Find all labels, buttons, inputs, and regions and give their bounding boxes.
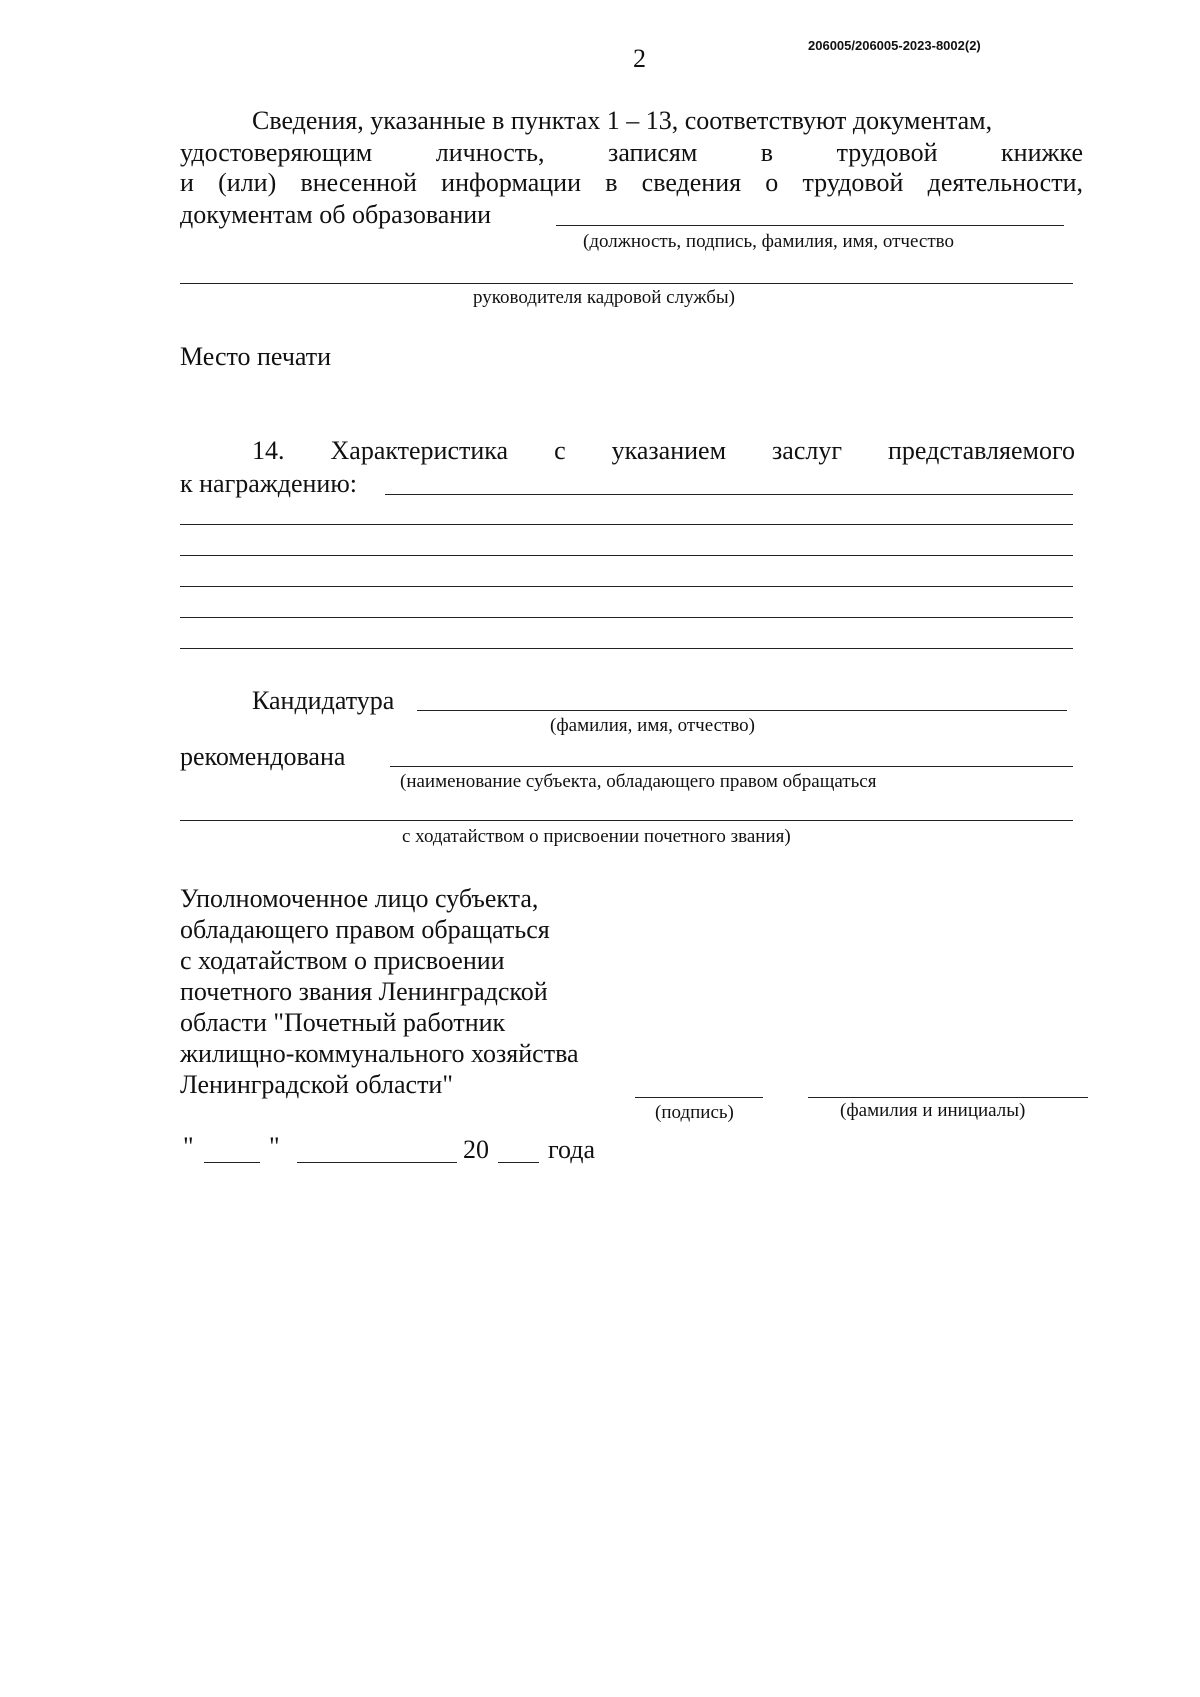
hr-caption-2: руководителя кадровой службы)	[473, 287, 735, 308]
date-year-line	[498, 1162, 539, 1163]
characteristic-line-5	[180, 617, 1073, 618]
recommender-line	[390, 766, 1073, 767]
page-number: 2	[633, 44, 646, 73]
signature-caption: (подпись)	[655, 1102, 734, 1123]
candidate-name-line	[417, 710, 1067, 711]
authorized-line-2: обладающего правом обращаться	[180, 915, 550, 944]
date-quote-close: "	[269, 1132, 280, 1161]
authorized-line-5: области "Почетный работник	[180, 1008, 506, 1037]
date-suffix: года	[548, 1135, 596, 1164]
hr-signature-line-2	[180, 283, 1073, 284]
candidate-caption: (фамилия, имя, отчество)	[550, 715, 756, 736]
characteristic-line-1	[385, 494, 1073, 495]
paragraph1-line3: и (или) внесенной информации в сведения о трудовой деятельности,	[180, 168, 1083, 197]
hr-signature-line	[556, 225, 1064, 226]
characteristic-line-2	[180, 524, 1073, 525]
stamp-label: Место печати	[180, 342, 332, 371]
paragraph1-line1: Сведения, указанные в пунктах 1 – 13, соответствуют документам,	[252, 106, 993, 135]
authorized-line-3: с ходатайством о присвоении	[180, 946, 505, 975]
recommender-caption-1: (наименование субъекта, обладающего правом обращаться	[400, 771, 877, 792]
characteristic-line-4	[180, 586, 1073, 587]
authorized-line-1: Уполномоченное лицо субъекта,	[180, 884, 539, 913]
name-caption: (фамилия и инициалы)	[840, 1100, 1026, 1121]
date-century: 20	[463, 1135, 489, 1164]
hr-caption-1: (должность, подпись, фамилия, имя, отчество	[583, 231, 954, 252]
signature-line	[635, 1097, 763, 1098]
item14-line2: к награждению:	[180, 469, 357, 498]
authorized-line-6: жилищно-коммунального хозяйства	[180, 1039, 579, 1068]
authorized-line-7: Ленинградской области"	[180, 1070, 453, 1099]
date-day-line	[204, 1162, 260, 1163]
name-initials-line	[808, 1097, 1088, 1098]
recommender-caption-2: с ходатайством о присвоении почетного звания)	[402, 826, 791, 847]
recommender-line-2	[180, 820, 1073, 821]
paragraph1-line2: удостоверяющим личность, записям в трудовой книжке	[180, 138, 1083, 167]
date-quote-open: "	[183, 1132, 194, 1161]
item14-line1: 14. Характеристика с указанием заслуг представляемого	[252, 436, 1075, 465]
candidate-label: Кандидатура	[252, 686, 395, 715]
characteristic-line-6	[180, 648, 1073, 649]
paragraph1-line4: документам об образовании	[180, 200, 492, 229]
authorized-line-4: почетного звания Ленинградской	[180, 977, 548, 1006]
recommended-label: рекомендована	[180, 742, 346, 771]
date-month-line	[297, 1162, 457, 1163]
document-id: 206005/206005-2023-8002(2)	[808, 38, 981, 53]
characteristic-line-3	[180, 555, 1073, 556]
